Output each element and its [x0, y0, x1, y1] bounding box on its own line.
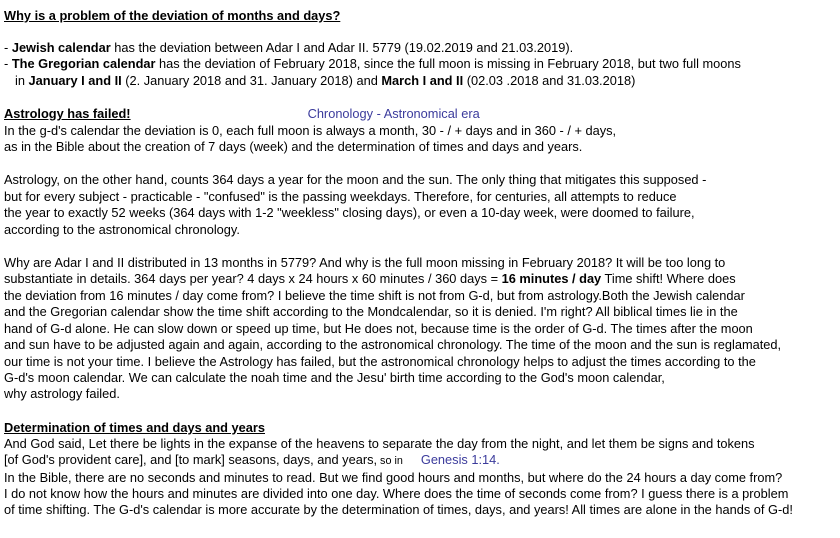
spacer: [4, 403, 836, 419]
adar-line-timeshift: [4, 271, 836, 287]
list-item: [4, 56, 836, 72]
counts-line: Astrology, on the other hand, counts 364 days a year for the moon and the sun. The only thing that mitigates this supposed -: [4, 172, 707, 188]
determination-line: In the Bible, there are no seconds and minutes to read. But we find good hours and months, but where do the 24 hours a day come from?: [4, 469, 783, 485]
determination-line: And God said, Let there be lights in the expanse of the heavens to separate the day from the night, and let them be signs and tokens: [4, 435, 755, 451]
section-heading-determination: Determination of times and days and years: [4, 419, 265, 435]
counts-line: but for every subject - practicable - "confused" is the passing weekdays. Therefore, for centuries, all attempts to reduce: [4, 188, 677, 204]
bullet-bold-lead: The Gregorian calendar: [11, 56, 156, 72]
adar-line: our time is not your time. I believe the Astrology has failed, but the astronomical chronology helps to adjust the times according to the: [4, 353, 756, 369]
astrology-line: In the g-d's calendar the deviation is 0, each full moon is always a month, 30 - / + days and in 360 - / + days,: [4, 122, 617, 138]
astrology-heading-row: [4, 105, 836, 122]
adar-line: and the Gregorian calendar show the time shift according to the Mondcalendar, so it is denied. I'm right? All biblical times lie in the: [4, 304, 738, 320]
continuation-pre: in: [15, 72, 29, 88]
adar-line: the deviation from 16 minutes / day come from? I believe the time shift is not from G-d, but from astrology.Both the Jewish calendar: [4, 287, 745, 303]
spacer: [4, 155, 836, 172]
bullet-text: has the deviation of February 2018, since the full moon is missing in February 2018, but two full moons: [155, 56, 741, 72]
continuation-post: (02.03 .2018 and 31.03.2018): [463, 72, 636, 88]
section-heading-astrology: Astrology has failed!: [4, 106, 131, 122]
determination-line: of time shifting. The G-d's calendar is more accurate by the determination of times, days, and years! All times are alone in the hands of G-d!: [4, 502, 793, 518]
bullet-bold-lead: Jewish calendar: [11, 40, 111, 55]
continuation-bold-march: March I and II: [381, 72, 464, 88]
bullet-marker: -: [4, 40, 9, 55]
continuation-bold-january: January I and II: [28, 72, 122, 88]
adar-paragraph: [4, 255, 836, 403]
determination-line: I do not know how the hours and minutes are divided into one day. Where does the time of seconds come from? I guess there is a problem: [4, 485, 789, 501]
adar-line-post: Time shift! Where does: [601, 271, 736, 287]
counts-paragraph: [4, 172, 836, 238]
astrology-line: as in the Bible about the creation of 7 days (week) and the determination of times and days and years.: [4, 139, 583, 155]
determination-verse-text: [of God's provident care], and [to mark] seasons, days, and years,: [4, 452, 378, 468]
genesis-reference-link[interactable]: Genesis 1:14.: [420, 452, 500, 468]
intro-bullet-list: [4, 40, 836, 89]
adar-line: and sun have to be adjusted again and again, according to the astronomical chronology. The time of the moon and the sun is reglamated,: [4, 337, 782, 353]
adar-line: G-d's moon calendar. We can calculate the noah time and the Jesu' birth time according to the God's moon calendar,: [4, 369, 665, 385]
counts-line: according to the astronomical chronology.: [4, 221, 240, 237]
bullet-marker: -: [4, 56, 9, 72]
adar-line: Why are Adar I and II distributed in 13 months in 5779? And why is the full moon missing in February 2018? It will be too long to: [4, 255, 726, 271]
spacer: [4, 89, 836, 105]
determination-so-in: so in: [377, 455, 403, 468]
counts-line: the year to exactly 52 weeks (364 days with 1-2 "weekless" closing days), or even a 10-day week, were doomed to failure,: [4, 205, 695, 221]
chronology-astronomical-era-link[interactable]: Chronology - Astronomical era: [307, 106, 480, 122]
page-title: Why is a problem of the deviation of months and days?: [4, 8, 341, 23]
determination-line-genesis: [4, 452, 836, 469]
list-item-continuation: [4, 73, 836, 89]
adar-line: hand of G-d alone. He can slow down or speed up time, but He does not, because time is the order of G-d. The times after the moon: [4, 320, 753, 336]
adar-line-pre: substantiate in details. 364 days per year? 4 days x 24 hours x 60 minutes / 360 days =: [4, 271, 502, 287]
adar-line: why astrology failed.: [4, 386, 120, 402]
list-item: [4, 40, 836, 56]
continuation-mid: (2. January 2018 and 31. January 2018) and: [121, 72, 382, 88]
spacer: [4, 24, 836, 40]
spacer: [4, 238, 836, 255]
adar-bold-minutes-per-day: 16 minutes / day: [501, 271, 602, 287]
bullet-text: has the deviation between Adar I and Adar II. 5779 (19.02.2019 and 21.03.2019).: [110, 40, 574, 55]
